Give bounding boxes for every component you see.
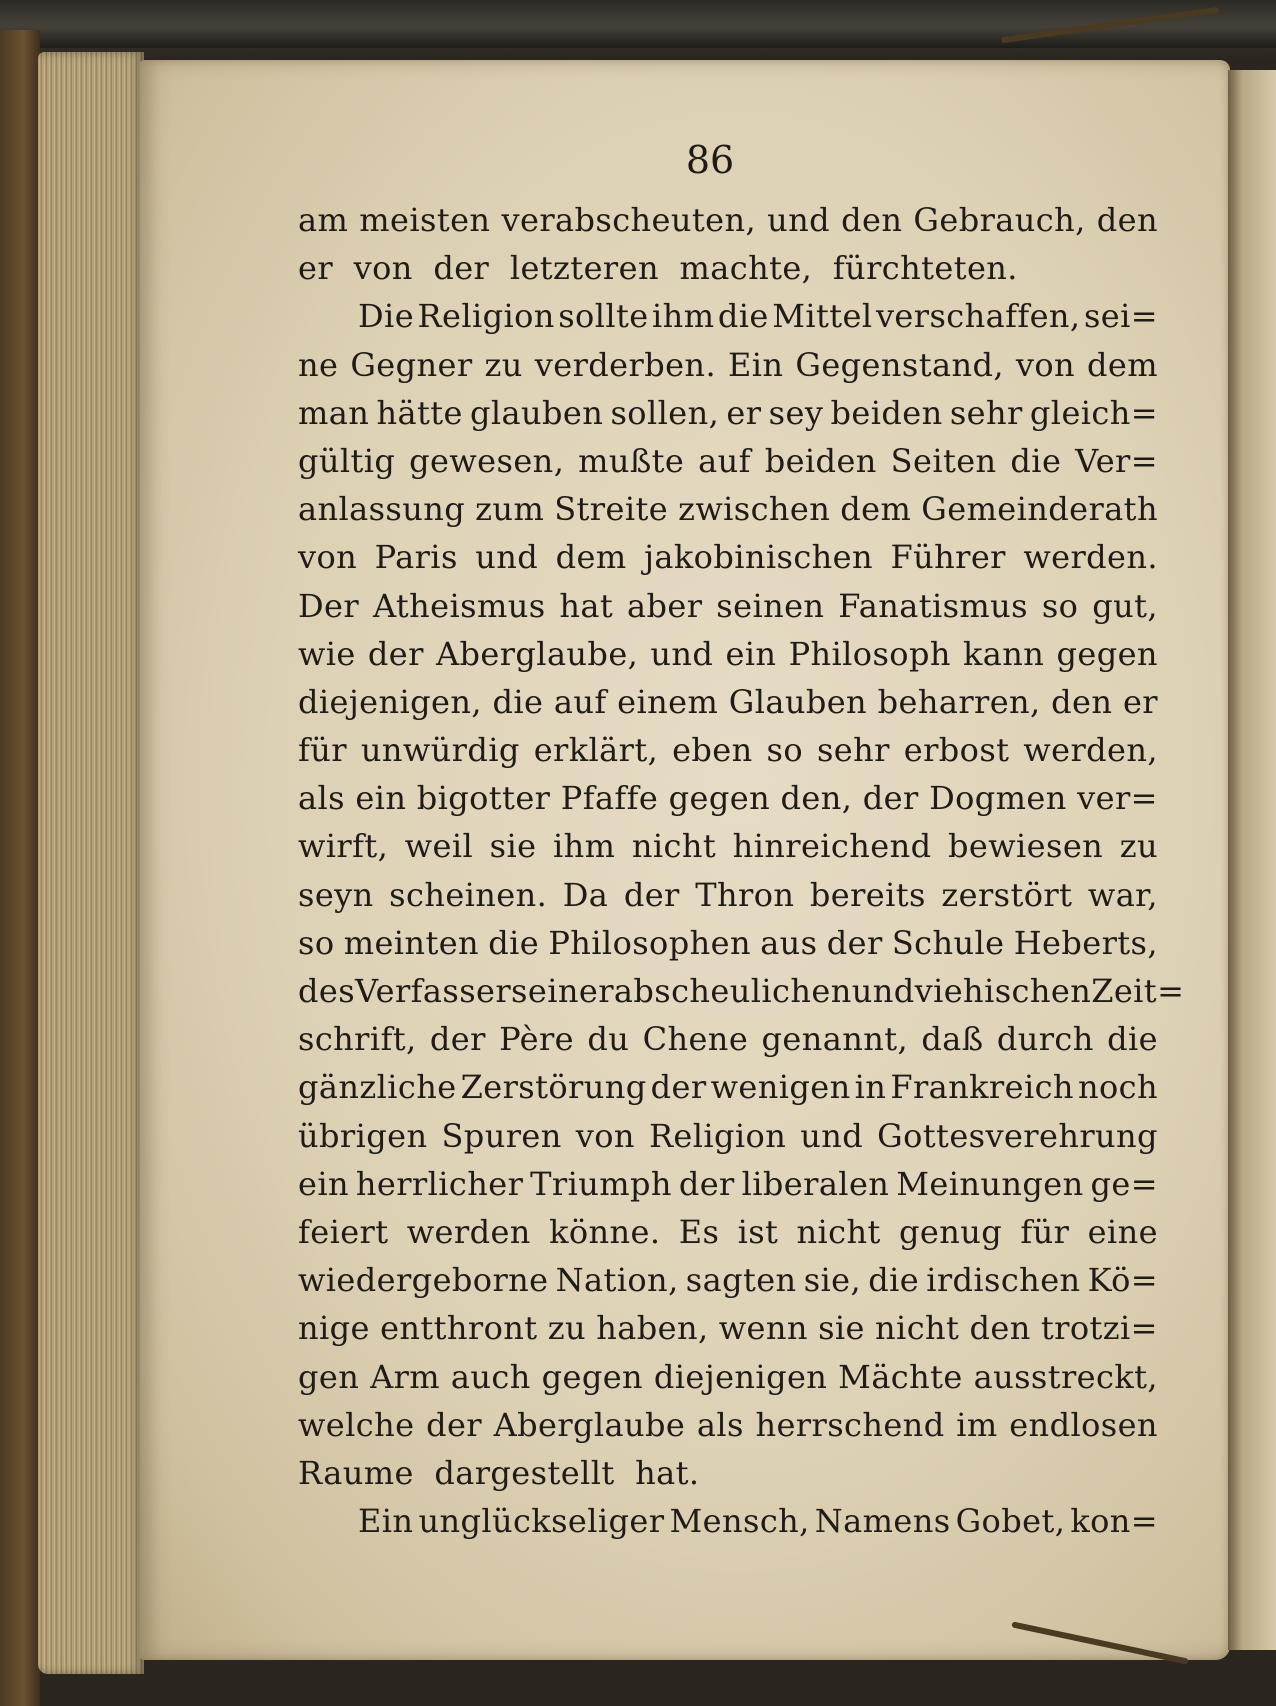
text-line: Ein unglückseliger Mensch, Namens Gobet, kon= [358, 1502, 1158, 1541]
page-number: 86 [685, 138, 735, 182]
text-line: man hätte glauben sollen, er sey beiden sehr gleich= [298, 393, 1158, 432]
text-line: seyn scheinen. Da der Thron bereits zerstört war, [298, 875, 1158, 914]
text-line: Der Atheismus hat aber seinen Fanatismus so gut, [298, 586, 1158, 625]
book-spine-edge [0, 30, 40, 1706]
text-line: gänzliche Zerstörung der wenigen in Frankreich noch [298, 1068, 1158, 1107]
text-line: welche der Aberglaube als herrschend im endlosen [298, 1405, 1158, 1444]
text-line: wie der Aberglaube, und ein Philosoph kann gegen [298, 634, 1158, 673]
text-line: gen Arm auch gegen diejenigen Mächte ausstreckt, [298, 1357, 1158, 1396]
text-line: er von der letzteren machte, fürchteten. [298, 249, 1018, 288]
text-line: wirft, weil sie ihm nicht hinreichend bewiesen zu [298, 827, 1158, 866]
page-edges [38, 52, 144, 1674]
text-line: ein herrlicher Triumph der liberalen Meinungen ge= [298, 1164, 1158, 1203]
text-line: anlassung zum Streite zwischen dem Gemeinderath [298, 490, 1158, 529]
facing-page-edge [1228, 70, 1276, 1650]
text-line: für unwürdig erklärt, eben so sehr erbost werden, [298, 731, 1158, 770]
page-text [298, 196, 1185, 1545]
text-line: Raume dargestellt hat. [298, 1453, 700, 1492]
text-line: so meinten die Philosophen aus der Schule Heberts, [298, 923, 1158, 962]
text-line: feiert werden könne. Es ist nicht genug für eine [298, 1212, 1158, 1251]
text-line: diejenigen, die auf einem Glauben beharren, den er [298, 682, 1158, 721]
text-line: des Verfassers einer abscheulichen und viehischen Zeit= [298, 972, 1185, 1010]
text-line: als ein bigotter Pfaffe gegen den, der Dogmen ver= [298, 779, 1158, 818]
text-line: von Paris und dem jakobinischen Führer werden. [298, 538, 1158, 577]
text-line: Die Religion sollte ihm die Mittel verschaffen, sei= [358, 297, 1158, 336]
text-line: wiedergeborne Nation, sagten sie, die irdischen Kö= [298, 1261, 1158, 1300]
book-cover-top [0, 0, 1276, 48]
text-line: nige entthront zu haben, wenn sie nicht den trotzi= [298, 1309, 1158, 1348]
text-line: übrigen Spuren von Religion und Gottesverehrung [298, 1116, 1158, 1155]
text-line: gültig gewesen, mußte auf beiden Seiten die Ver= [298, 441, 1158, 480]
text-line: schrift, der Père du Chene genannt, daß durch die [298, 1020, 1158, 1059]
text-line: ne Gegner zu verderben. Ein Gegenstand, von dem [298, 345, 1158, 384]
text-line: am meisten verabscheuten, und den Gebrauch, den [298, 201, 1158, 239]
